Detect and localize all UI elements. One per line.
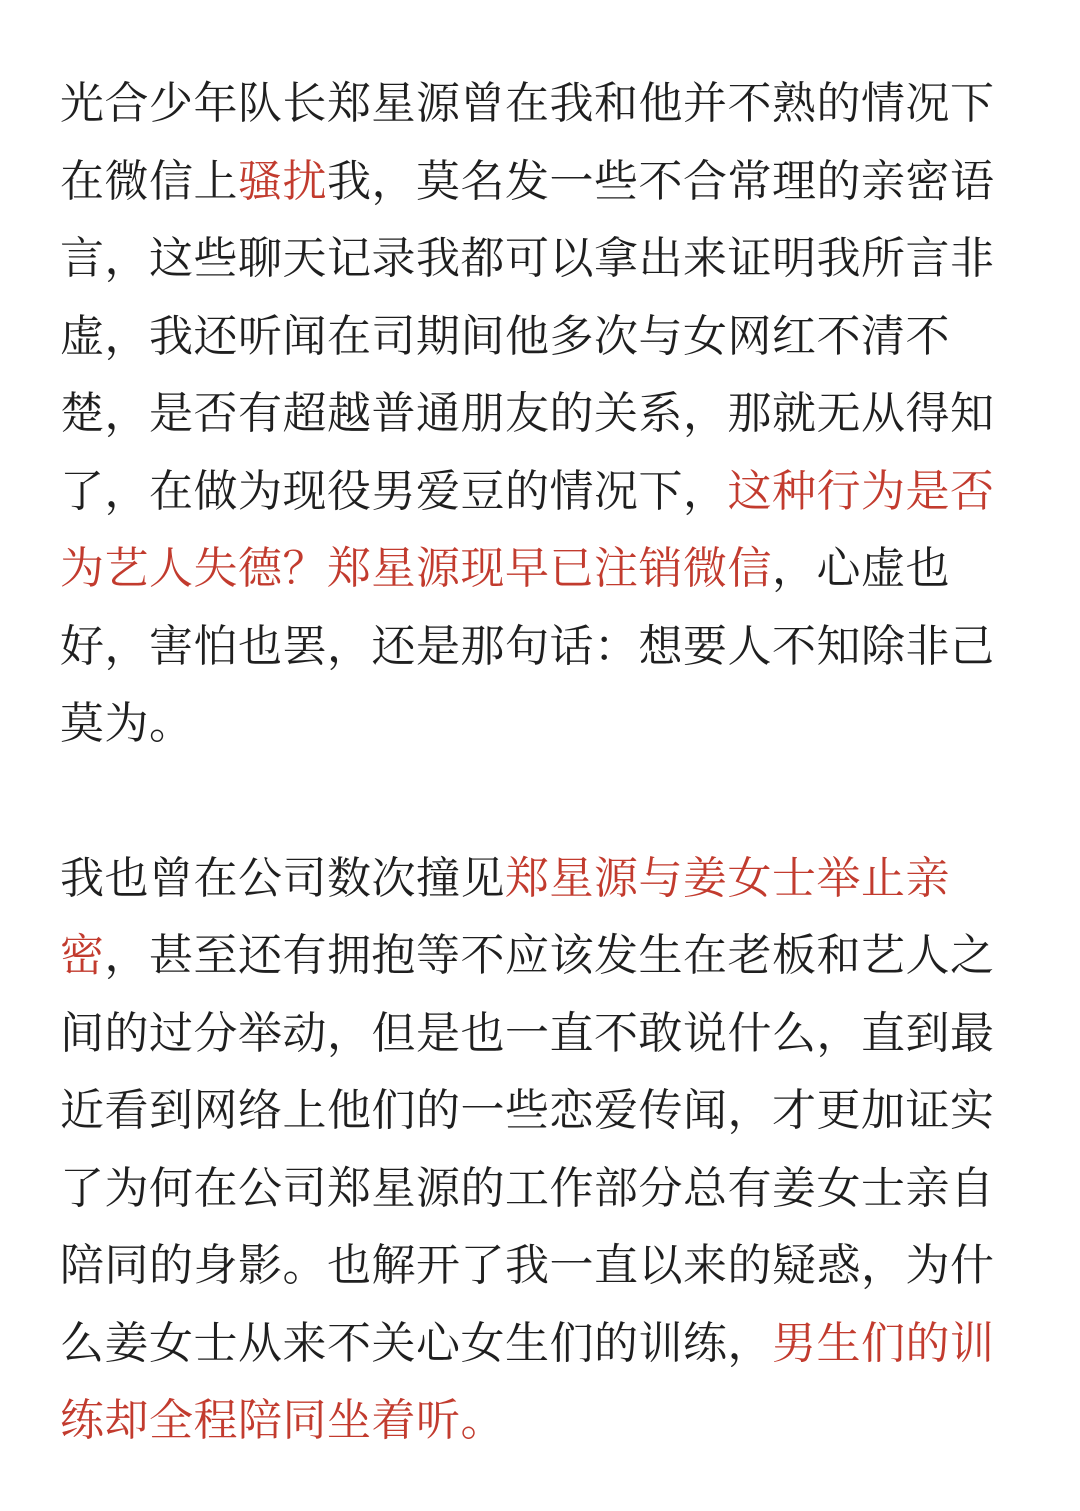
text-segment: 光合少年队长郑星源曾在我和他并不熟的情况下在微信上 xyxy=(60,78,995,207)
text-segment: 我，莫名发一些不合常理的亲密语言，这些聊天记录我都可以拿出来证明我所言非虚，我还听闻在司期间他多次与女网红不清不楚，是否有超越普通朋友的关系，那就无从得知了，在做为现役男爱豆的情况下， xyxy=(60,155,995,517)
paragraph-1 xyxy=(60,65,1000,763)
highlighted-text: 骚扰 xyxy=(238,155,327,207)
text-segment: ，甚至还有拥抱等不应该发生在老板和艺人之间的过分举动，但是也一直不敢说什么，直到最近看到网络上他们的一些恋爱传闻，才更加证实了为何在公司郑星源的工作部分总有姜女士亲自陪同的身影。也解开了我一直以来的疑惑，为什么姜女士从来不关心女生们的训练， xyxy=(60,930,995,1369)
highlighted-text: 这种行为是否为艺人失德？郑星源现早已注销微信 xyxy=(60,465,995,594)
text-segment: ，心虚也好，害怕也罢，还是那句话：想要人不知除非己莫为。 xyxy=(60,543,995,749)
text-segment: 我也曾在公司数次撞见 xyxy=(60,852,505,904)
paragraph-2 xyxy=(60,840,1000,1460)
document-body xyxy=(60,65,1000,1460)
highlighted-text: 男生们的训练却全程陪同坐着听。 xyxy=(60,1317,995,1446)
highlighted-text: 郑星源与姜女士举止亲密 xyxy=(60,852,950,981)
